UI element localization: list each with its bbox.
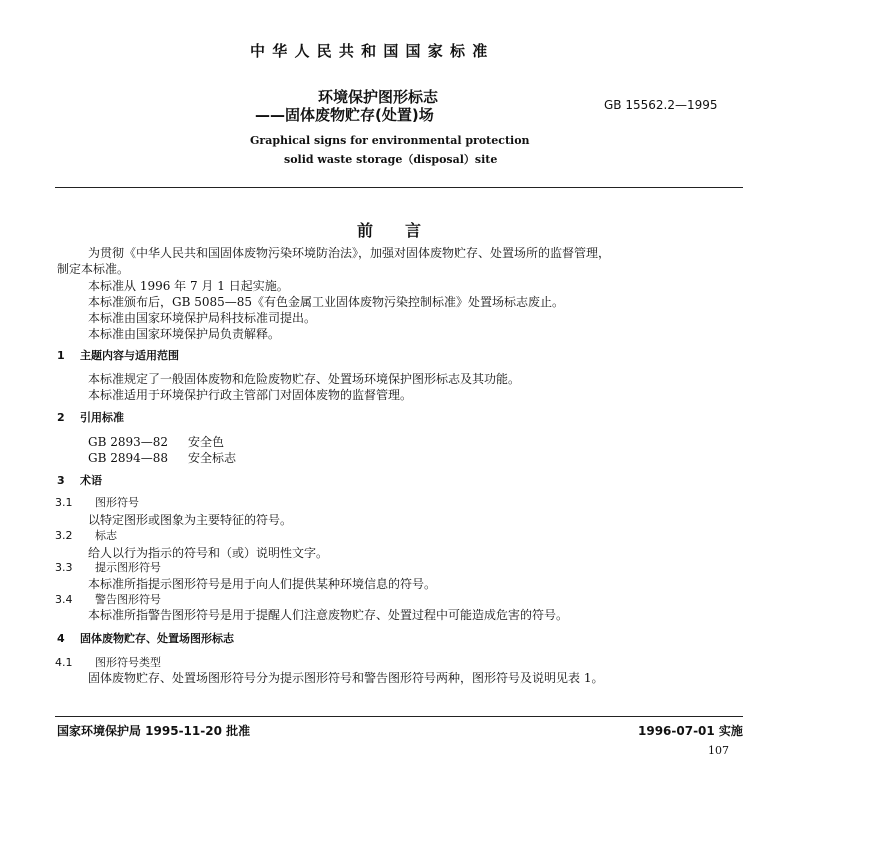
reference-code: GB 2894—88 <box>88 451 169 465</box>
effective-date: 1996-07-01 实施 <box>638 724 743 738</box>
foreword-line: 为贯彻《中华人民共和国固体废物污染环境防治法》，加强对固体废物贮存、处置场所的监督管理， <box>88 246 611 260</box>
title-cn-line1: 环境保护图形标志 <box>318 88 439 106</box>
page-number: 107 <box>708 744 729 757</box>
section-line: 本标准适用于环境保护行政主管部门对固体废物的监督管理。 <box>88 388 413 402</box>
foreword-line: 本标准由国家环境保护局负责解释。 <box>88 327 281 341</box>
term-title: 提示图形符号 <box>95 561 161 574</box>
foreword-line: 制定本标准。 <box>57 262 130 276</box>
reference-code: GB 2893—82 <box>88 435 169 449</box>
reference-name: 安全标志 <box>188 451 237 465</box>
section-number: 2 <box>57 411 65 424</box>
term-title: 标志 <box>95 529 117 542</box>
section-number: 4 <box>57 632 65 645</box>
section-line: 本标准规定了一般固体废物和危险废物贮存、处置场环境保护图形标志及其功能。 <box>88 372 521 386</box>
section-title: 术语 <box>80 474 102 487</box>
subsection-number: 4.1 <box>55 656 73 669</box>
reference-name: 安全色 <box>188 435 225 449</box>
foreword-line: 本标准从 1996 年 7 月 1 日起实施。 <box>88 279 289 293</box>
section-title: 固体废物贮存、处置场图形标志 <box>80 632 234 645</box>
title-en-line2: solid waste storage（disposal）site <box>284 153 498 166</box>
standard-number: GB 15562.2—1995 <box>604 98 718 112</box>
term-title: 警告图形符号 <box>95 593 161 606</box>
country-standard-title: 中 华 人 民 共 和 国 国 家 标 准 <box>250 42 489 60</box>
term-title: 图形符号 <box>95 496 139 509</box>
section-number: 3 <box>57 474 65 487</box>
subsection-title: 图形符号类型 <box>95 656 161 669</box>
term-number: 3.1 <box>55 496 73 509</box>
section-title: 主题内容与适用范围 <box>80 349 179 362</box>
term-number: 3.3 <box>55 561 73 574</box>
term-number: 3.2 <box>55 529 73 542</box>
foreword-heading: 前 言 <box>357 221 422 240</box>
footer-divider <box>55 716 743 717</box>
term-number: 3.4 <box>55 593 73 606</box>
term-definition: 给人以行为指示的符号和（或）说明性文字。 <box>88 546 329 560</box>
section-title: 引用标准 <box>80 411 124 424</box>
foreword-line: 本标准颁布后，GB 5085—85《有色金属工业固体废物污染控制标准》处置场标志废止。 <box>88 295 565 309</box>
title-en-line1: Graphical signs for environmental protection <box>250 134 530 147</box>
term-definition: 本标准所指提示图形符号是用于向人们提供某种环境信息的符号。 <box>88 577 437 591</box>
foreword-line: 本标准由国家环境保护局科技标准司提出。 <box>88 311 317 325</box>
section-number: 1 <box>57 349 65 362</box>
approval-date: 国家环境保护局 1995-11-20 批准 <box>57 724 251 738</box>
term-definition: 以特定图形或图象为主要特征的符号。 <box>88 513 293 527</box>
term-definition: 本标准所指警告图形符号是用于提醒人们注意废物贮存、处置过程中可能造成危害的符号。 <box>88 608 569 622</box>
title-cn-line2: ——固体废物贮存(处置)场 <box>255 106 434 124</box>
subsection-text: 固体废物贮存、处置场图形符号分为提示图形符号和警告图形符号两种，图形符号及说明见表 1。 <box>88 671 604 685</box>
header-divider <box>55 187 743 188</box>
